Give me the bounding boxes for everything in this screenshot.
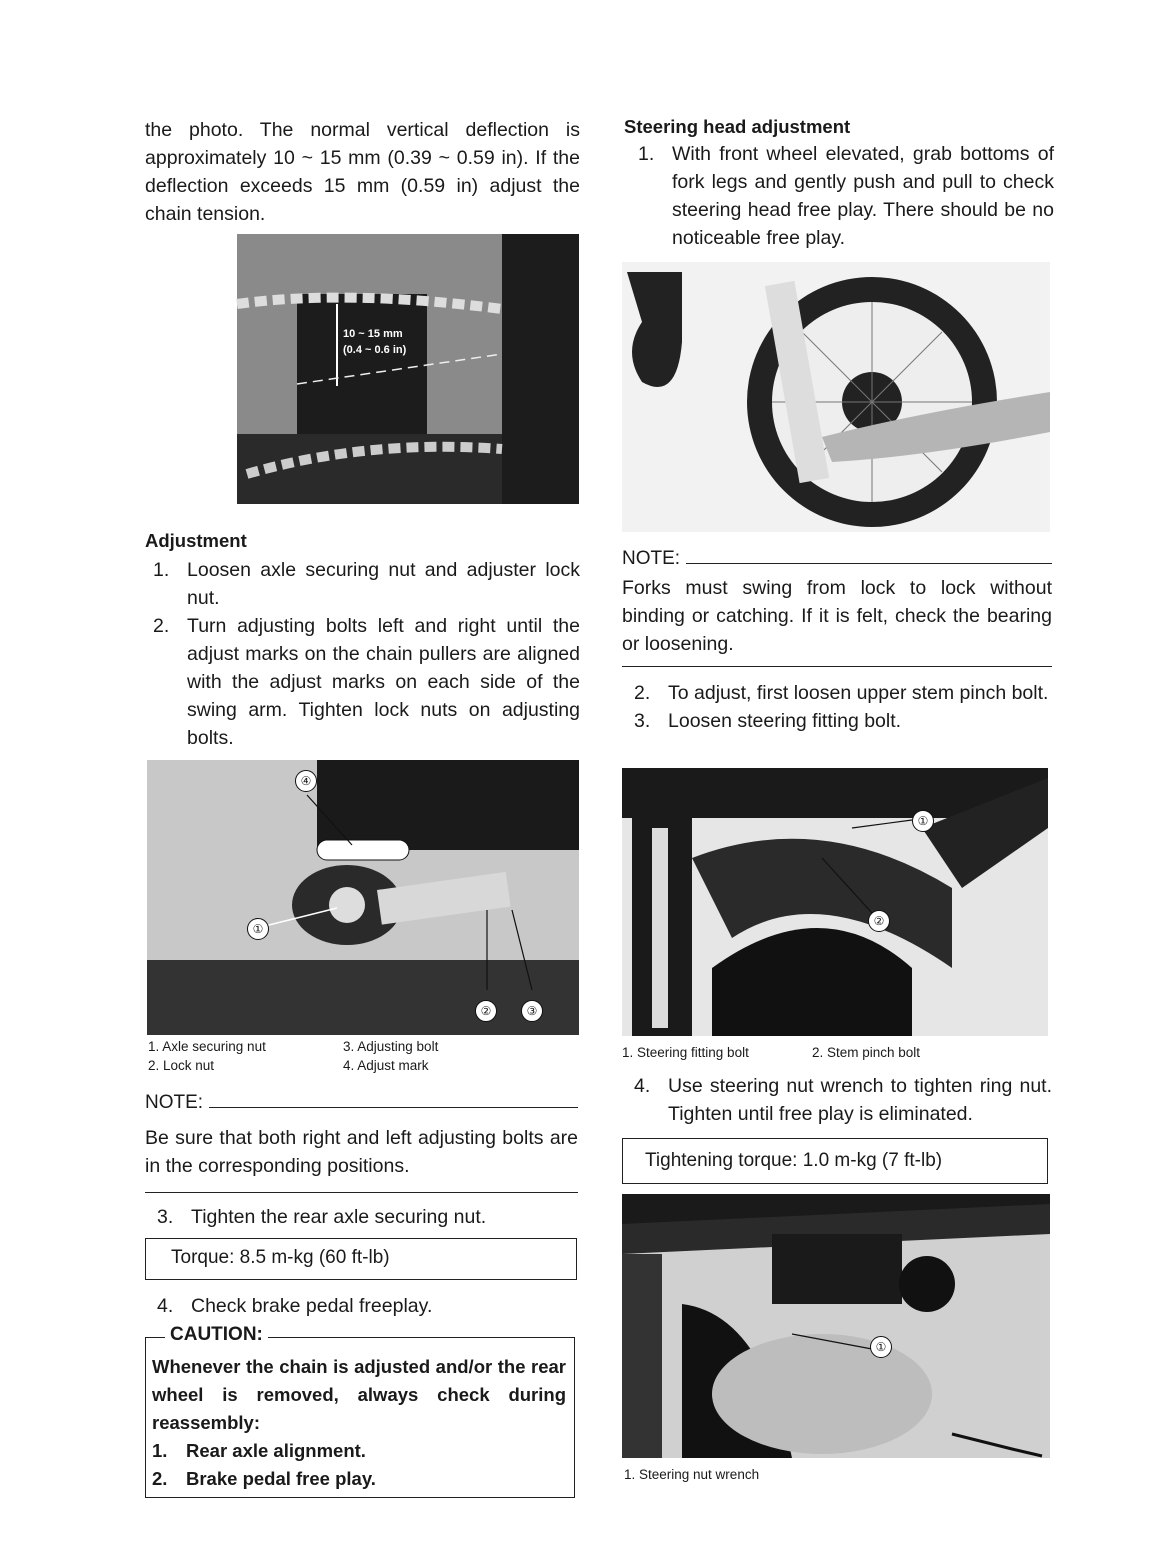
callout-1: ① bbox=[912, 810, 934, 832]
callout-2: ② bbox=[475, 1000, 497, 1022]
note-label: NOTE: bbox=[145, 1092, 204, 1113]
caption-steering-fitting-bolt: 1. Steering fitting bolt bbox=[622, 1045, 749, 1060]
caution-item: 1. Rear axle alignment. bbox=[152, 1440, 366, 1461]
note-bottom-rule bbox=[145, 1192, 578, 1193]
caution-box bbox=[145, 1324, 575, 1498]
note-text: Forks must swing from lock to lock without binding or catching. If it is felt, check the bearing or loosening. bbox=[622, 577, 1052, 655]
callout-3: ③ bbox=[521, 1000, 543, 1022]
chain-deflection-photo bbox=[147, 234, 579, 504]
steering-photo-graphic bbox=[622, 768, 1048, 1036]
chain-photo-graphic bbox=[147, 234, 579, 504]
right-note bbox=[622, 548, 1052, 735]
deflection-label-mm: 10 ~ 15 mm bbox=[343, 328, 403, 340]
steering-heading: Steering head adjustment bbox=[624, 116, 851, 137]
note-label: NOTE: bbox=[622, 548, 681, 569]
adjustment-section bbox=[145, 530, 580, 752]
step-3: 3. Tighten the rear axle securing nut. bbox=[157, 1206, 487, 1228]
deflection-label-in: (0.4 ~ 0.6 in) bbox=[343, 344, 407, 356]
wrench-photo-graphic bbox=[622, 1194, 1050, 1458]
torque-value: Torque: 8.5 m-kg (60 ft-lb) bbox=[171, 1247, 390, 1268]
steering-step-4: 4. Use steering nut wrench to tighten ring nut. Tighten until free play is eliminated. bbox=[634, 1075, 1052, 1125]
right-column bbox=[624, 116, 1054, 252]
steering-step: 3. Loosen steering fitting bolt. bbox=[634, 710, 902, 732]
caution-item: 2. Brake pedal free play. bbox=[152, 1468, 376, 1489]
caption-steering-nut-wrench: 1. Steering nut wrench bbox=[624, 1467, 760, 1482]
caption-3: 3. Adjusting bolt bbox=[343, 1039, 439, 1054]
note-rule bbox=[209, 1107, 578, 1108]
chain-adjuster-photo bbox=[147, 760, 579, 1035]
steering-step: 2. To adjust, first loosen upper stem pinch bolt. bbox=[634, 682, 1049, 704]
caution-text: Whenever the chain is adjusted and/or the rear wheel is removed, always check during reassembly: bbox=[152, 1356, 566, 1433]
tightening-torque-value: Tightening torque: 1.0 m-kg (7 ft-lb) bbox=[645, 1150, 943, 1171]
note-bottom-rule bbox=[622, 666, 1052, 667]
left-note bbox=[145, 1092, 578, 1231]
steering-bolts-photo bbox=[622, 768, 1048, 1036]
intro-paragraph: the photo. The normal vertical deflection is approximately 10 ~ 15 mm (0.39 ~ 0.59 in). If the deflection exceeds 15 mm (0.59 in) adjust the chain tension. bbox=[145, 119, 580, 225]
caption-1: 1. Axle securing nut bbox=[148, 1039, 266, 1054]
caption-2: 2. Lock nut bbox=[148, 1058, 215, 1073]
step-4: 4. Check brake pedal freeplay. bbox=[157, 1295, 433, 1317]
caption-4: 4. Adjust mark bbox=[343, 1058, 429, 1073]
adjustment-heading: Adjustment bbox=[145, 530, 247, 551]
wheel-photo-graphic bbox=[622, 262, 1050, 532]
callout-1: ① bbox=[870, 1336, 892, 1358]
left-column bbox=[145, 116, 580, 228]
steering-nut-wrench-photo bbox=[622, 1194, 1050, 1458]
caution-label: CAUTION: bbox=[170, 1324, 263, 1345]
note-rule bbox=[686, 563, 1052, 564]
steering-step-1: 1. With front wheel elevated, grab bottoms of fork legs and gently push and pull to check steering head free play. There should be no noticeable free play. bbox=[638, 143, 1054, 249]
callout-2: ② bbox=[868, 910, 890, 932]
adjuster-photo-graphic bbox=[147, 760, 579, 1035]
callout-1: ① bbox=[247, 918, 269, 940]
adjustment-step: 1. Loosen axle securing nut and adjuster lock nut. bbox=[153, 559, 580, 609]
note-text: Be sure that both right and left adjusting bolts are in the corresponding positions. bbox=[145, 1127, 578, 1177]
callout-4: ④ bbox=[295, 770, 317, 792]
torque-box bbox=[145, 1238, 577, 1280]
caption-stem-pinch-bolt: 2. Stem pinch bolt bbox=[812, 1045, 921, 1060]
tightening-torque-box bbox=[622, 1138, 1048, 1184]
adjustment-step: 2. Turn adjusting bolts left and right until the adjust marks on the chain pullers are aligned with the adjust marks on each side of the swing arm. Tighten lock nuts on adjusting bolts. bbox=[153, 615, 580, 749]
front-wheel-photo bbox=[622, 262, 1050, 532]
